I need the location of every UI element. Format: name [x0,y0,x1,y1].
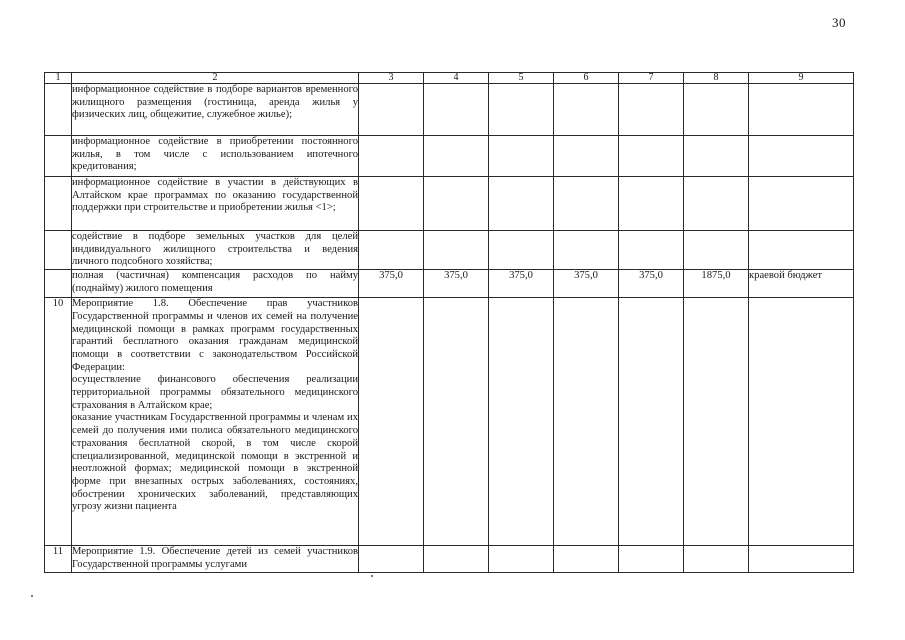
column-header: 3 [359,73,424,84]
row-number [45,136,72,177]
year-value: 375,0 [424,270,489,298]
row-description [72,546,359,572]
year-value [424,231,489,270]
funding-source [749,546,854,572]
row-number: 10 [45,298,72,546]
total-value: 1875,0 [684,270,749,298]
row-number: 11 [45,546,72,572]
row-number [45,270,72,298]
row-description [72,298,359,546]
year-value [619,84,684,136]
year-value [359,298,424,546]
year-value [619,136,684,177]
table-row [45,136,854,177]
description-paragraph: оказание участникам Государственной программы и членам их семей до получения ими полиса обязательного медицинского страхования бесплатной скорой, в том числе скорой специализированной, медицинской помощи в экстренной и неотложной формах; медицинской помощи в экстренной форме при внезапных острых заболеваниях, состояниях, обострении хронических заболеваний, представляющих угрозу жизни пациента [72,412,358,513]
total-value [684,546,749,572]
year-value [424,546,489,572]
table-row [45,84,854,136]
row-description [72,270,359,298]
year-value [359,177,424,231]
year-value [619,298,684,546]
year-value: 375,0 [359,270,424,298]
funding-source [749,231,854,270]
total-value [684,231,749,270]
description-paragraph: Мероприятие 1.8. Обеспечение прав участников Государственной программы и членов их семей на получение медицинской помощи в рамках программ государственных гарантий бесплатного оказания гражданам медицинской помощи в соответствии с законодательством Российской Федерации: [72,298,358,373]
funding-source: краевой бюджет [749,270,854,298]
row-description [72,231,359,270]
year-value [554,136,619,177]
year-value [359,546,424,572]
year-value: 375,0 [619,270,684,298]
description-paragraph: информационное содействие в подборе вариантов временного жилищного размещения (гостиница, аренда жилья у физических лиц, общежитие, служебное жилье); [72,84,358,121]
year-value [489,136,554,177]
row-description [72,177,359,231]
column-header: 8 [684,73,749,84]
column-header: 1 [45,73,72,84]
column-header: 9 [749,73,854,84]
year-value [424,177,489,231]
row-number [45,84,72,136]
total-value [684,84,749,136]
column-header: 6 [554,73,619,84]
row-number [45,231,72,270]
table-row [45,270,854,298]
year-value [619,546,684,572]
column-header: 7 [619,73,684,84]
funding-source [749,177,854,231]
year-value: 375,0 [489,270,554,298]
total-value [684,177,749,231]
year-value [424,136,489,177]
year-value [489,298,554,546]
row-description [72,136,359,177]
year-value [554,84,619,136]
year-value [489,177,554,231]
year-value: 375,0 [554,270,619,298]
table-row [45,177,854,231]
funding-source [749,136,854,177]
year-value [424,298,489,546]
year-value [424,84,489,136]
year-value [619,231,684,270]
year-value [554,177,619,231]
description-paragraph: информационное содействие в участии в действующих в Алтайском крае программах по оказанию государственной поддержки при строительстве и приобретении жилья <1>; [72,177,358,214]
total-value [684,136,749,177]
page-number: 30 [832,15,846,30]
year-value [489,231,554,270]
year-value [359,84,424,136]
description-paragraph: полная (частичная) компенсация расходов по найму (поднайму) жилого помещения [72,270,358,294]
column-header: 2 [72,73,359,84]
table-row [45,298,854,546]
scan-speck [31,595,33,597]
total-value [684,298,749,546]
column-header: 5 [489,73,554,84]
year-value [554,546,619,572]
column-header: 4 [424,73,489,84]
row-description [72,84,359,136]
description-paragraph: Мероприятие 1.9. Обеспечение детей из семей участников Государственной программы услугами [72,546,358,570]
description-paragraph: содействие в подборе земельных участков для целей индивидуального жилищного строительства и ведения личного подсобного хозяйства; [72,231,358,268]
scan-speck [371,575,373,577]
year-value [359,136,424,177]
table-header-row [45,73,854,84]
year-value [554,231,619,270]
year-value [489,546,554,572]
year-value [554,298,619,546]
year-value [489,84,554,136]
year-value [359,231,424,270]
year-value [619,177,684,231]
description-paragraph: информационное содействие в приобретении постоянного жилья, в том числе с использованием ипотечного кредитования; [72,136,358,173]
table-row [45,231,854,270]
row-number [45,177,72,231]
funding-source [749,84,854,136]
program-table [44,72,854,573]
description-paragraph: осуществление финансового обеспечения реализации территориальной программы обязательного медицинского страхования в Алтайском крае; [72,374,358,411]
funding-source [749,298,854,546]
table-row [45,546,854,572]
